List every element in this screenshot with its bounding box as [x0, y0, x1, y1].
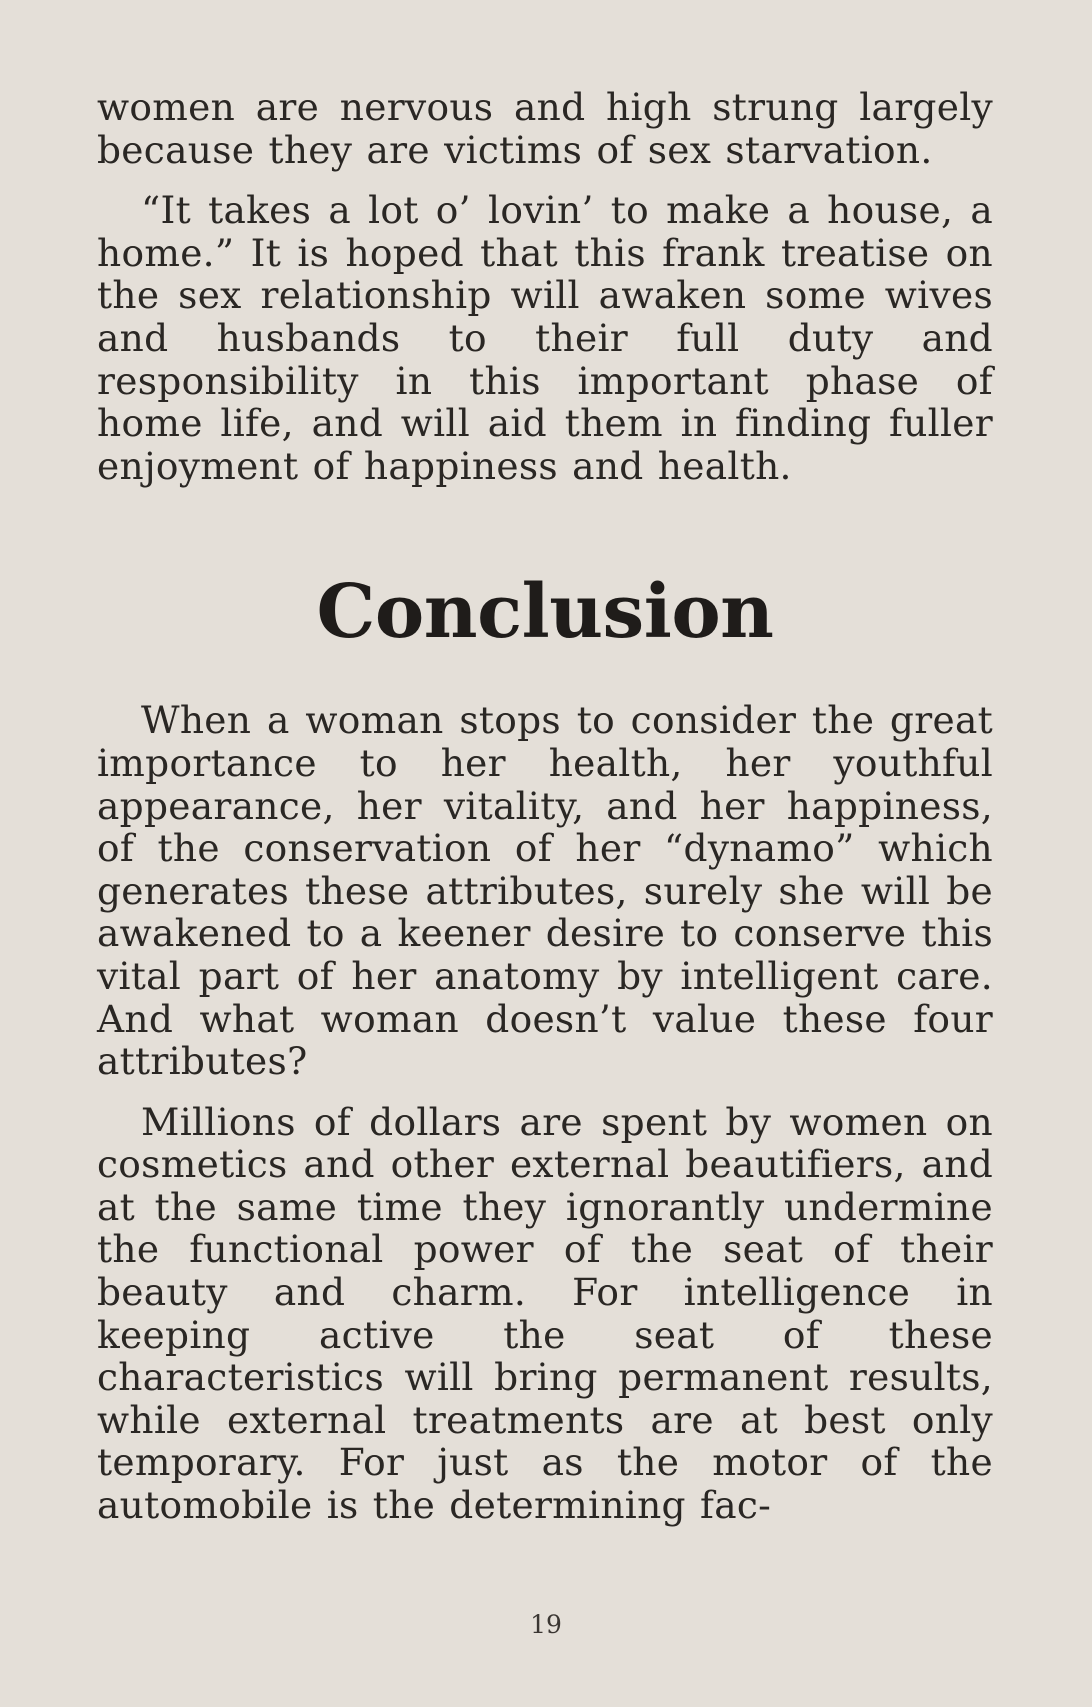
section-heading-conclusion: Conclusion: [316, 569, 774, 656]
paragraph-millions-dollars: Millions of dollars are spent by women on cosmetics and other external beautifiers, and at the same time they ignorantly undermine the functional power of the seat of their beauty and charm. For intelligence in keeping active the seat of these characteristics will bring permanent results, while external treatments are at best only temporary. For just as the motor of the automobile is the determining fac-: [97, 1099, 993, 1528]
continuation-paragraph: women are nervous and high strung largely because they are victims of sex starvation.: [97, 85, 993, 172]
page-body: [97, 86, 993, 1527]
paragraph-woman-considers: When a woman stops to consider the great importance to her health, her youthful appearance, her vitality, and her happiness, of the conservation of her “dynamo” which generates these attributes, surely she will be awakened to a keener desire to conserve this vital part of her anatomy by intelligent care. And what woman doesn’t value these four attributes?: [97, 698, 993, 1084]
paragraph-lovin-home: “It takes a lot o’ lovin’ to make a house, a home.” It is hoped that this frank treatise on the sex relationship will awaken some wives and husbands to their full duty and responsibility in this important phase of home life, and will aid them in finding fuller enjoyment of happiness and health.: [97, 188, 993, 488]
page-number: 19: [530, 1610, 562, 1639]
